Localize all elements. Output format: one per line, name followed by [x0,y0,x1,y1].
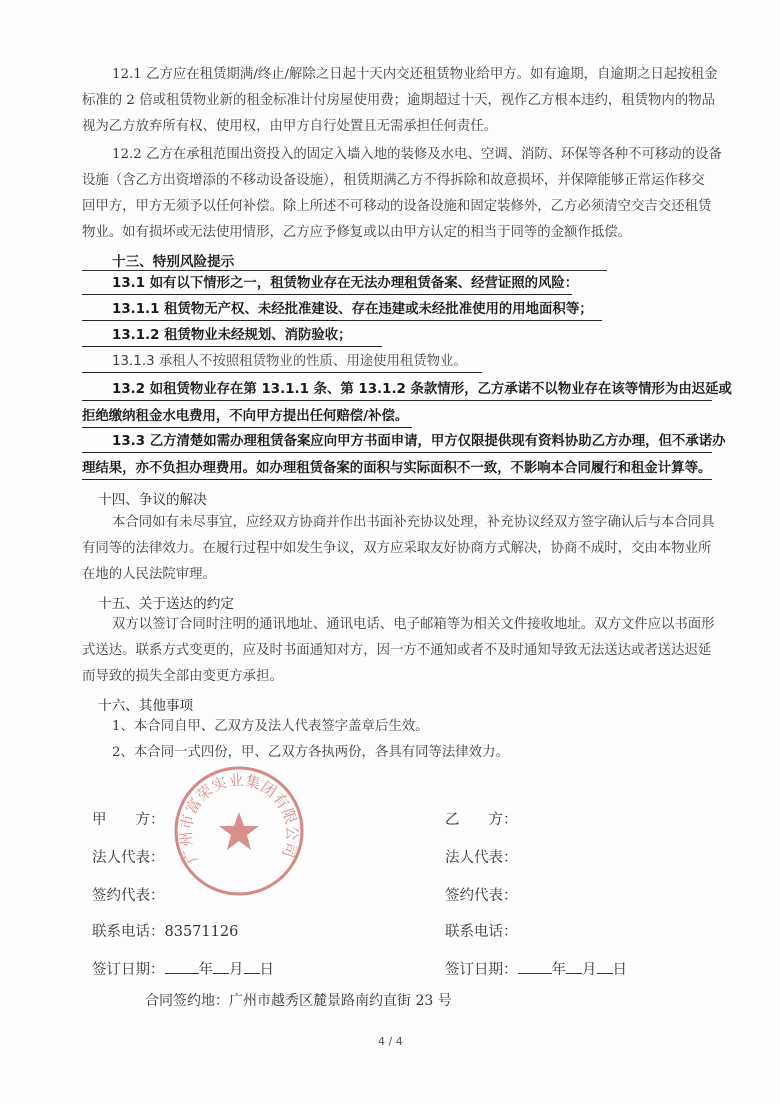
clause-12-2-line: 物业。如有损坏或无法使用情形，乙方应予修复或以由甲方认定的相当于同等的金额作抵偿。 [82,225,632,240]
risk-13-1-3 [82,352,482,373]
year-text: 年 [198,962,213,978]
day-text: 日 [259,962,274,978]
risk-13-3 [82,432,726,480]
clause-12-1-line: 视为乙方放弃所有权、使用权，由甲方自行处置且无需承担任何责任。 [82,119,498,134]
risk-13-1 [82,274,579,295]
month-text: 月 [582,962,597,978]
party-b-phone-row [445,920,518,941]
section-14-line: 有同等的法律效力。在履行过程中如发生争议，双方应采取友好协商方式解决，协商不成时，交由本物业所 [82,541,712,556]
party-a-label: 甲 方： [92,812,165,828]
section-15-line: 双方以签订合同时注明的通讯地址、通讯电话、电子邮箱等为相关文件接收地址。双方文件应以书面形 [112,617,715,632]
clause-12-2-line: 设施（含乙方出资增添的不移动设备设施），租赁期满乙方不得拆除和故意损坏，并保障能够正常运作移交 [82,173,705,188]
section-14-title: 十四、争议的解决 [98,492,207,508]
party-b-legal-rep-label: 法人代表： [445,850,518,866]
party-b-signing-rep-label: 签约代表： [445,888,518,904]
section-14-body [82,510,715,588]
section-16-title: 十六、其他事项 [98,698,194,714]
year-blank [518,959,552,974]
risk-13-3-line: 13.3 乙方清楚如需办理租赁备案应向甲方书面申请，甲方仅限提供现有资料协助乙方办理，但不承诺办 [82,432,712,453]
clause-12-1-line: 标准的 2 倍或租赁物业新的租金标准计付房屋使用费；逾期超过十天，视作乙方根本违约，租赁物内的物品 [82,93,715,108]
section-16-body [82,714,712,766]
clause-12-1 [82,62,718,140]
year-text: 年 [551,962,566,978]
day-blank [597,959,613,974]
section-13-title-text: 十三、特别风险提示 [112,254,235,270]
risk-13-1-2-text: 13.1.2 租赁物业未经规划、消防验收； [82,326,382,347]
month-text: 月 [229,962,244,978]
party-a-legal-rep-label: 法人代表： [92,850,165,866]
section-14-line: 本合同如有未尽事宜，应经双方协商并作出书面补充协议处理，补充协议经双方签字确认后与本合同具 [112,515,715,530]
company-seal [172,764,306,898]
seal-text: 广州市富荣实业集团有限公司 [176,771,302,867]
section-13-title [82,250,607,271]
party-a-phone-label: 联系电话： [92,924,165,940]
year-blank [165,959,199,974]
risk-13-2 [82,380,732,428]
party-b-date-label: 签订日期： [445,962,518,978]
month-blank [213,959,229,974]
party-a-date-label: 签订日期： [92,962,165,978]
section-14-line: 在地的人民法院审理。 [82,567,216,582]
section-15-line: 式送达。联系方式变更的，应及时书面通知对方，因一方不通知或者不及时通知导致无法送达或者送达迟延 [82,643,712,658]
section-15-title: 十五、关于送达的约定 [98,596,234,612]
clause-12-2 [82,142,722,246]
clause-12-2-line: 回甲方，甲方无须予以任何补偿。除上所述不可移动的设备设施和固定装修外，乙方必须清空交吉交还租赁 [82,199,712,214]
clause-12-2-line: 12.2 乙方在承租范围出资投入的固定入墙入地的装修及水电、空调、消防、环保等各种不可移动的设备 [112,147,722,162]
risk-13-1-2 [82,326,382,347]
section-15-body [82,612,715,690]
party-b-label: 乙 方： [445,812,518,828]
risk-13-2-line: 13.2 如租赁物业存在第 13.1.1 条、第 13.1.2 条款情形，乙方承诺不以物业存在该等情形为由迟延或 [82,380,712,401]
risk-13-1-1 [82,300,602,321]
day-blank [244,959,260,974]
party-b-date-row [445,958,627,979]
section-16-item-2: 2、本合同一式四份，甲、乙双方各执两份，各具有同等法律效力。 [112,745,509,760]
section-16-item-1: 1、本合同自甲、乙双方及法人代表签字盖章后生效。 [112,719,429,734]
signing-place: 合同签约地：广州市越秀区麓景路南约直街 23 号 [145,993,452,1009]
risk-13-1-text: 13.1 如有以下情形之一，租赁物业存在无法办理租赁备案、经营证照的风险： [82,274,572,295]
risk-13-2-line: 拒绝缴纳租金水电费用，不向甲方提出任何赔偿/补偿。 [82,407,412,428]
clause-12-1-line: 12.1 乙方应在租赁期满/终止/解除之日起十天内交还租赁物业给甲方。如有逾期，自逾期之日起按租金 [112,67,718,82]
party-a-phone-value: 83571126 [164,924,239,940]
page-number: 4 / 4 [378,1035,403,1048]
party-b-phone-label: 联系电话： [445,924,518,940]
party-a-date-row [92,958,274,979]
section-15-line: 而导致的损失全部由变更方承担。 [82,669,283,684]
month-blank [566,959,582,974]
party-a-signing-rep-label: 签约代表： [92,888,165,904]
seal-star-icon [219,812,259,850]
risk-13-1-3-text: 13.1.3 承租人不按照租赁物业的性质、用途使用租赁物业。 [82,352,482,373]
day-text: 日 [612,962,627,978]
party-a-phone-row [92,920,238,941]
risk-13-3-line: 理结果，亦不负担办理费用。如办理租赁备案的面积与实际面积不一致，不影响本合同履行和租金计算等。 [82,459,712,480]
risk-13-1-1-text: 13.1.1 租赁物无产权、未经批准建设、存在违建或未经批准使用的用地面积等； [82,300,602,321]
